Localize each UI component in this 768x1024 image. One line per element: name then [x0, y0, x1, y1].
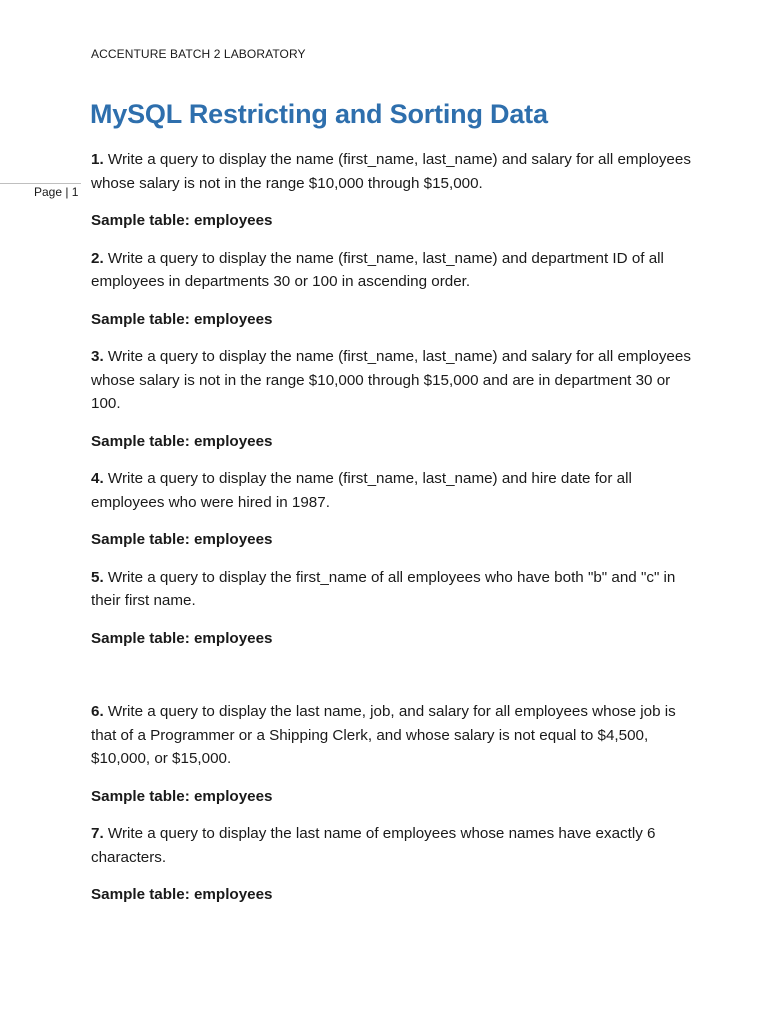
question-text: Write a query to display the name (first_name, last_name) and salary for all employees whose salary is not in the range $10,000 through $15,000 and are in department 30 or 100. [91, 348, 691, 412]
question-text: Write a query to display the first_name of all employees who have both "b" and "c" in their first name. [91, 568, 676, 609]
sample-table-label: Sample table: employees [91, 310, 273, 328]
question-5 [91, 566, 691, 613]
sample-table-label: Sample table: employees [91, 886, 273, 903]
question-3 [91, 345, 691, 416]
sample-table-label: Sample table: employees [91, 212, 273, 229]
question-7 [91, 822, 691, 869]
question-number: 5. [91, 568, 104, 586]
page-margin-divider [0, 183, 81, 184]
document-header: ACCENTURE BATCH 2 LABORATORY [91, 47, 306, 61]
question-4 [91, 467, 691, 514]
question-number: 1. [91, 151, 104, 168]
sample-table-label: Sample table: employees [91, 531, 273, 548]
question-number: 2. [91, 249, 104, 267]
page-number-label: Page | 1 [34, 185, 79, 199]
question-text: Write a query to display the name (first_name, last_name) and hire date for all employees who were hired in 1987. [91, 470, 632, 511]
question-number: 4. [91, 470, 104, 487]
question-6 [91, 700, 691, 771]
question-text: Write a query to display the last name of employees whose names have exactly 6 characters. [91, 825, 656, 866]
question-text: Write a query to display the last name, job, and salary for all employees whose job is that of a Programmer or a Shipping Clerk, and whose salary is not equal to $4,500, $10,000, or $15,000. [91, 703, 676, 767]
question-number: 3. [91, 348, 104, 365]
question-number: 6. [91, 703, 104, 720]
question-text: Write a query to display the name (first_name, last_name) and department ID of all employees in departments 30 or 100 in ascending order. [91, 249, 664, 290]
sample-table-label: Sample table: employees [91, 629, 273, 647]
question-1 [91, 148, 691, 195]
question-number: 7. [91, 825, 104, 842]
question-2 [91, 247, 691, 294]
sample-table-label: Sample table: employees [91, 787, 273, 805]
question-text: Write a query to display the name (first_name, last_name) and salary for all employees whose salary is not in the range $10,000 through $15,000. [91, 151, 691, 192]
question-list [91, 148, 691, 907]
document-title: MySQL Restricting and Sorting Data [90, 99, 548, 129]
sample-table-label: Sample table: employees [91, 432, 273, 450]
